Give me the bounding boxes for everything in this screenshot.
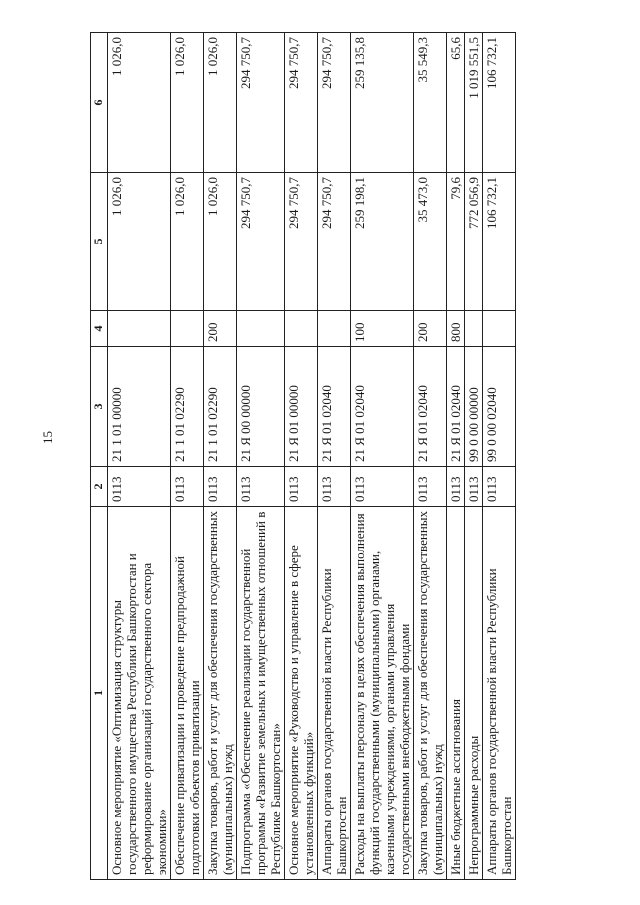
- row-section-cell: 0113: [285, 467, 318, 507]
- row-value-col6-cell: 294 750,7: [237, 33, 285, 173]
- row-value-col5-cell: 772 056,9: [465, 173, 483, 311]
- row-name-cell: Непрограммные расходы: [465, 507, 483, 880]
- row-type-cell: [237, 311, 285, 347]
- table-row: [171, 33, 204, 880]
- row-code-cell: 99 0 00 00000: [465, 347, 483, 467]
- row-name-cell: Обеспечение приватизации и проведение предпродажной подготовки объектов приватизации: [171, 507, 204, 880]
- row-value-col6-cell: 294 750,7: [318, 33, 351, 173]
- row-value-col6-cell: 1 019 551,5: [465, 33, 483, 173]
- header-cell: 6: [91, 33, 108, 173]
- header-row: [91, 33, 108, 880]
- row-value-col5-cell: 79,6: [447, 173, 465, 311]
- table-row: [465, 33, 483, 880]
- row-type-cell: 100: [351, 311, 414, 347]
- row-name-cell: Аппараты органов государственной власти Республики Башкортостан: [483, 507, 516, 880]
- table-row: [351, 33, 414, 880]
- header-cell: 4: [91, 311, 108, 347]
- row-code-cell: 99 0 00 02040: [483, 347, 516, 467]
- row-value-col5-cell: 259 198,1: [351, 173, 414, 311]
- row-section-cell: 0113: [204, 467, 237, 507]
- row-value-col6-cell: 1 026,0: [108, 33, 171, 173]
- row-section-cell: 0113: [237, 467, 285, 507]
- row-section-cell: 0113: [465, 467, 483, 507]
- row-type-cell: [483, 311, 516, 347]
- row-value-col5-cell: 1 026,0: [108, 173, 171, 311]
- budget-table: [90, 32, 516, 880]
- table-row: [483, 33, 516, 880]
- page-number: 15: [40, 431, 55, 444]
- row-value-col5-cell: 35 473,0: [414, 173, 447, 311]
- row-section-cell: 0113: [414, 467, 447, 507]
- row-code-cell: 21 Я 01 00000: [285, 347, 318, 467]
- row-value-col5-cell: 294 750,7: [285, 173, 318, 311]
- row-section-cell: 0113: [447, 467, 465, 507]
- row-section-cell: 0113: [318, 467, 351, 507]
- table-row: [285, 33, 318, 880]
- row-type-cell: [318, 311, 351, 347]
- table-row: [204, 33, 237, 880]
- row-type-cell: 200: [414, 311, 447, 347]
- row-name-cell: Закупка товаров, работ и услуг для обеспечения государственных (муниципальных) нужд: [204, 507, 237, 880]
- row-code-cell: 21 Я 01 02040: [447, 347, 465, 467]
- row-code-cell: 21 1 01 02290: [204, 347, 237, 467]
- row-type-cell: [171, 311, 204, 347]
- row-name-cell: Закупка товаров, работ и услуг для обеспечения государственных (муниципальных) нужд: [414, 507, 447, 880]
- row-code-cell: 21 1 01 00000: [108, 347, 171, 467]
- table-row: [237, 33, 285, 880]
- table-row: [447, 33, 465, 880]
- row-section-cell: 0113: [351, 467, 414, 507]
- row-value-col6-cell: 1 026,0: [204, 33, 237, 173]
- row-section-cell: 0113: [171, 467, 204, 507]
- header-cell: 1: [91, 507, 108, 880]
- header-cell: 3: [91, 347, 108, 467]
- row-value-col5-cell: 1 026,0: [204, 173, 237, 311]
- rotated-table-container: [90, 33, 516, 880]
- row-section-cell: 0113: [483, 467, 516, 507]
- row-type-cell: [285, 311, 318, 347]
- table-row: [108, 33, 171, 880]
- row-name-cell: Основное мероприятие «Руководство и управление в сфере установленных функций»: [285, 507, 318, 880]
- row-value-col5-cell: 1 026,0: [171, 173, 204, 311]
- row-type-cell: [465, 311, 483, 347]
- row-code-cell: 21 Я 01 02040: [351, 347, 414, 467]
- row-value-col6-cell: 65,6: [447, 33, 465, 173]
- row-name-cell: Расходы на выплаты персоналу в целях обеспечения выполнения функций государственными (муниципальными) органами, казенными учреждениями, органами управления государственными внебюджетными фондами: [351, 507, 414, 880]
- row-type-cell: 200: [204, 311, 237, 347]
- row-code-cell: 21 1 01 02290: [171, 347, 204, 467]
- row-name-cell: Аппараты органов государственной власти Республики Башкортостан: [318, 507, 351, 880]
- header-cell: 2: [91, 467, 108, 507]
- row-value-col5-cell: 294 750,7: [237, 173, 285, 311]
- header-cell: 5: [91, 173, 108, 311]
- row-name-cell: Основное мероприятие «Оптимизация структуры государственного имущества Республики Башкортостан и реформирование организаций государственного сектора экономики»: [108, 507, 171, 880]
- row-type-cell: [108, 311, 171, 347]
- row-value-col6-cell: 294 750,7: [285, 33, 318, 173]
- row-code-cell: 21 Я 01 02040: [318, 347, 351, 467]
- row-value-col6-cell: 35 549,3: [414, 33, 447, 173]
- row-code-cell: 21 Я 00 00000: [237, 347, 285, 467]
- row-value-col6-cell: 259 135,8: [351, 33, 414, 173]
- row-code-cell: 21 Я 01 02040: [414, 347, 447, 467]
- table-row: [318, 33, 351, 880]
- row-type-cell: 800: [447, 311, 465, 347]
- row-value-col5-cell: 294 750,7: [318, 173, 351, 311]
- table-row: [414, 33, 447, 880]
- row-section-cell: 0113: [108, 467, 171, 507]
- row-value-col6-cell: 106 732,1: [483, 33, 516, 173]
- row-name-cell: Иные бюджетные ассигнования: [447, 507, 465, 880]
- row-value-col5-cell: 106 732,1: [483, 173, 516, 311]
- row-name-cell: Подпрограмма «Обеспечение реализации государственной программы «Развитие земельных и имущественных отношений в Республике Башкортостан»: [237, 507, 285, 880]
- row-value-col6-cell: 1 026,0: [171, 33, 204, 173]
